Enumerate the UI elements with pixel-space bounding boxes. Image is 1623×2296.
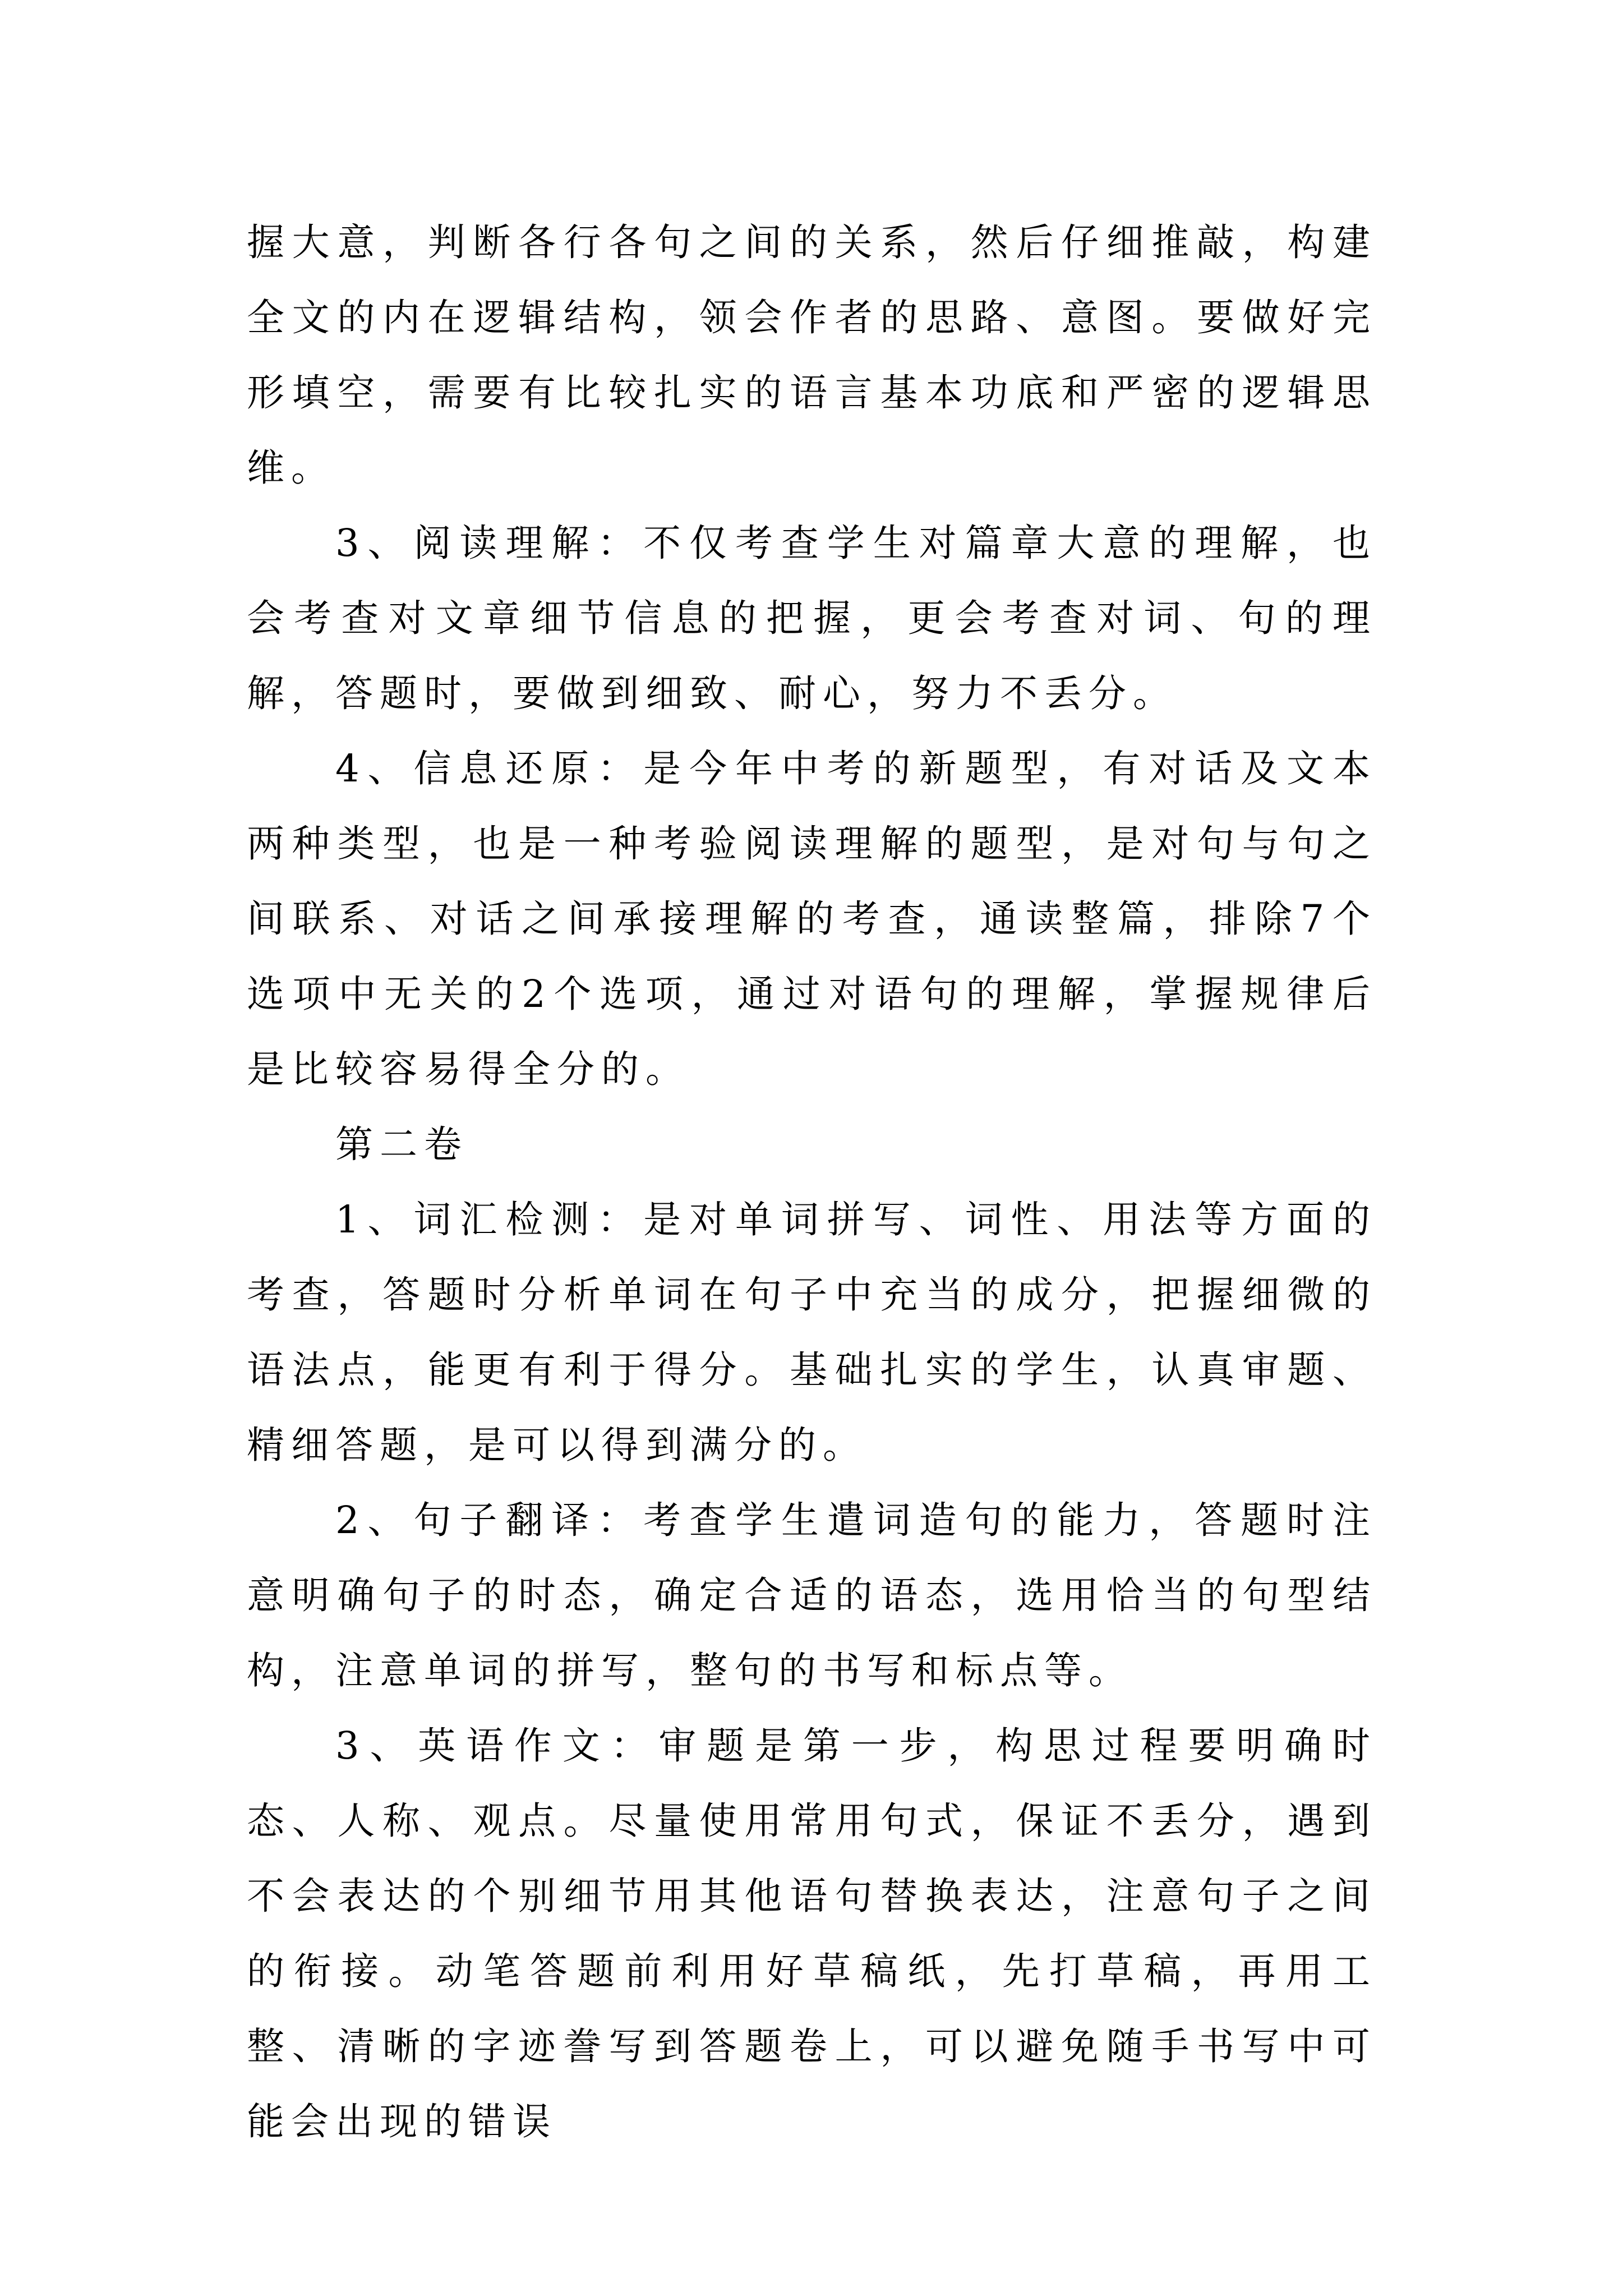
paragraph-information-restoration: 4、信息还原：是今年中考的新题型，有对话及文本两种类型，也是一种考验阅读理解的题型，是对句与句之间联系、对话之间承接理解的考查，通读整篇，排除7个选项中无关的2个选项，通过对语句的理解，掌握规律后是比较容易得全分的。 <box>247 747 1377 1091</box>
section-heading-volume-two: 第二卷 <box>335 1122 468 1166</box>
paragraph-sentence-translation: 2、句子翻译：考查学生遣词造句的能力，答题时注意明确句子的时态，确定合适的语态，选用恰当的句型结构，注意单词的拼写，整句的书写和标点等。 <box>247 1498 1377 1692</box>
paragraph-continuation: 握大意，判断各行各句之间的关系，然后仔细推敲，构建全文的内在逻辑结构，领会作者的思路、意图。要做好完形填空，需要有比较扎实的语言基本功底和严密的逻辑思维。 <box>247 220 1377 490</box>
paragraph-vocabulary-test: 1、词汇检测：是对单词拼写、词性、用法等方面的考查，答题时分析单词在句子中充当的成分，把握细微的语法点，能更有利于得分。基础扎实的学生，认真审题、精细答题，是可以得到满分的。 <box>247 1198 1377 1467</box>
paragraph-english-composition: 3、英语作文：审题是第一步，构思过程要明确时态、人称、观点。尽量使用常用句式，保证不丢分，遇到不会表达的个别细节用其他语句替换表达，注意句子之间的衔接。动笔答题前利用好草稿纸，先打草稿，再用工整、清晰的字迹誊写到答题卷上，可以避免随手书写中可能会出现的错误 <box>247 1724 1377 2143</box>
document-body <box>247 205 1377 2159</box>
paragraph-reading-comprehension: 3、阅读理解：不仅考查学生对篇章大意的理解，也会考查对文章细节信息的把握，更会考查对词、句的理解，答题时，要做到细致、耐心，努力不丢分。 <box>247 521 1377 715</box>
